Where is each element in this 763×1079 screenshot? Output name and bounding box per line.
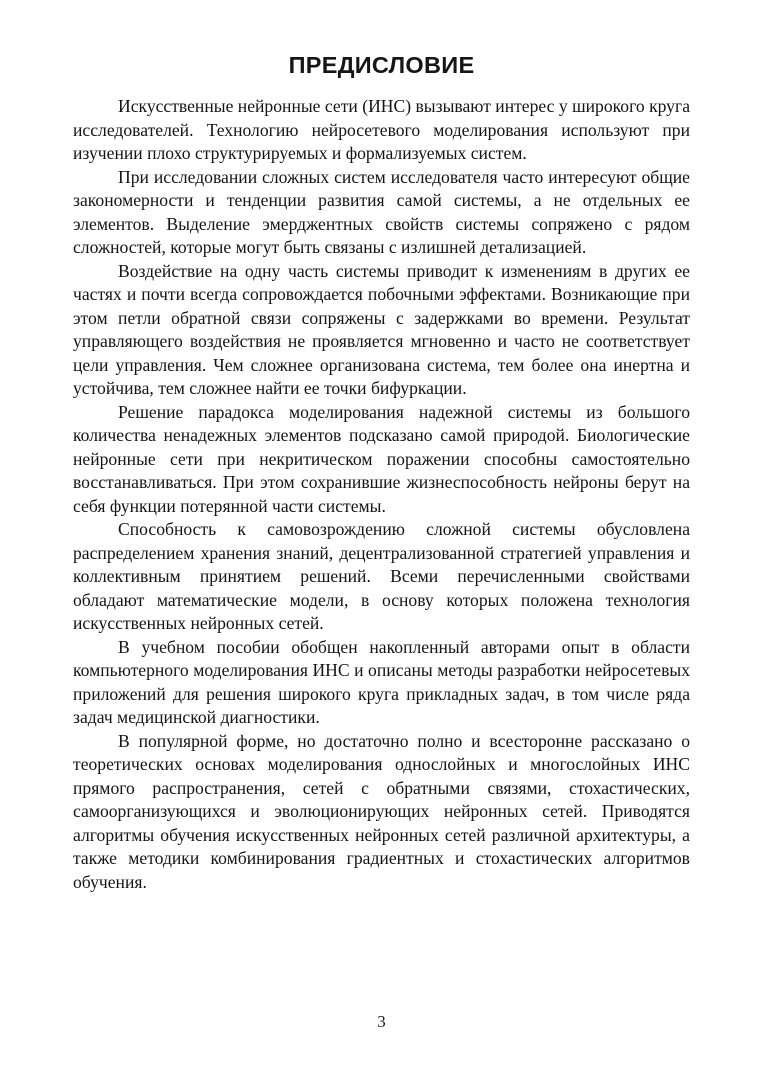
paragraph-7: В популярной форме, но достаточно полно и всесторонне рассказано о теоретических основах моделирования однослойных и многослойных ИНС прямого распространения, сетей с обратными связями, стохастических, самоорганизующихся и эволюционирующих нейронных сетей. Приводятся алгоритмы обучения искусственных нейронных сетей различной архитектуры, а также методики комбинирования градиентных и стохастических алгоритмов обучения. (73, 730, 690, 892)
paragraph-2: При исследовании сложных систем исследователя часто интересуют общие закономерности и тенденции развития самой системы, а не отдельных ее элементов. Выделение эмерджентных свойств системы сопряжено с рядом сложностей, которые могут быть связаны с излишней детализацией. (73, 166, 690, 257)
paragraph-5: Способность к самовозрождению сложной системы обусловлена распределением хранения знаний, децентрализованной стратегией управления и коллективным принятием решений. Всеми перечисленными свойствами обладают математические модели, в основу которых положена технология искусственных нейронных сетей. (73, 519, 690, 633)
page-title: ПРЕДИСЛОВИЕ (288, 52, 475, 78)
paragraph-1: Искусственные нейронные сети (ИНС) вызывают интерес у широкого круга исследователей. Технологию нейросетевого моделирования используют при изучении плохо структурируемых и формализуемых систем. (73, 96, 690, 163)
preface-body (73, 95, 690, 894)
paragraph-6: В учебном пособии обобщен накопленный авторами опыт в области компьютерного моделирования ИНС и описаны методы разработки нейросетевых приложений для решения широкого круга прикладных задач, в том числе ряда задач медицинской диагностики. (73, 636, 690, 727)
paragraph-4: Решение парадокса моделирования надежной системы из большого количества ненадежных элементов подсказано самой природой. Биологические нейронные сети при некритическом поражении способны самостоятельно восстанавливаться. При этом сохранившие жизнеспособность нейроны берут на себя функции потерянной части системы. (73, 401, 690, 516)
page-number: 3 (377, 1012, 386, 1031)
paragraph-3: Воздействие на одну часть системы приводит к изменениям в других ее частях и почти всегда сопровождается побочными эффектами. Возникающие при этом петли обратной связи сопряжены с задержками во времени. Результат управляющего воздействия не проявляется мгновенно и часто не соответствует цели управления. Чем сложнее организована система, тем более она инертна и устойчива, тем сложнее найти ее точки бифуркации. (73, 260, 690, 398)
